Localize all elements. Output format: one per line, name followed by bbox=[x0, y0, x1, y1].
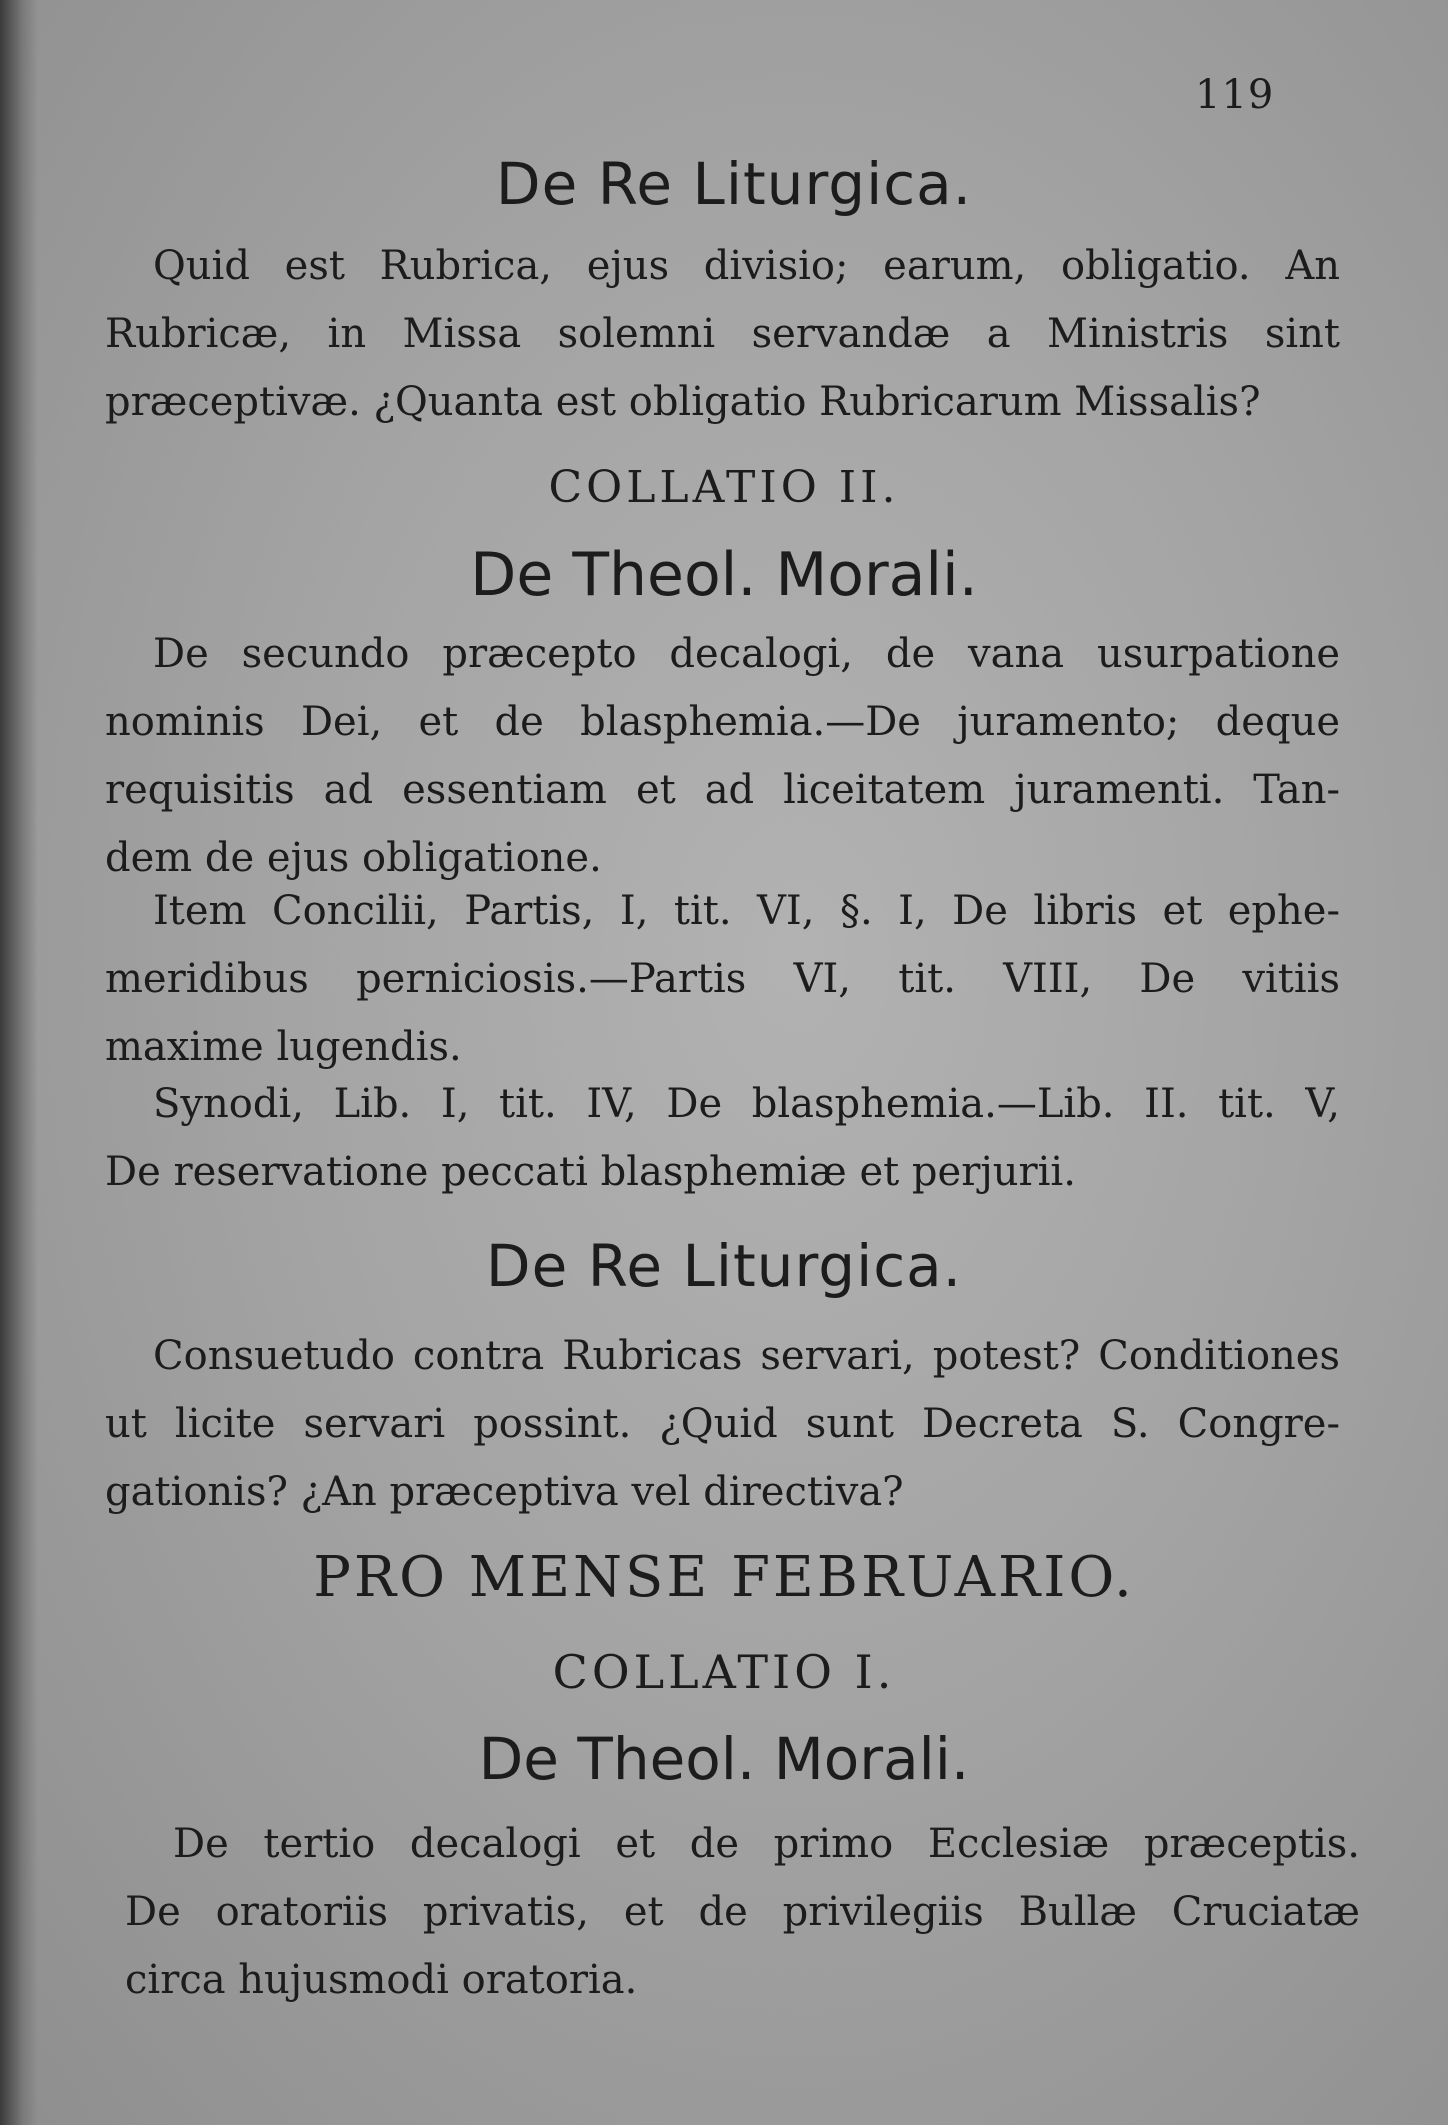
morali-paragraph-february bbox=[125, 1810, 1360, 2014]
text-line: ut licite servari possint. ¿Quid sunt Decreta S. Congre- bbox=[105, 1401, 1340, 1447]
liturgica-paragraph-1 bbox=[105, 232, 1340, 436]
text-line: gationis? ¿An præceptiva vel directiva? bbox=[105, 1469, 904, 1515]
text-line: De oratoriis privatis, et de privilegiis Bullæ Cruciatæ bbox=[125, 1889, 1360, 1935]
collatio-i-label: COLLATIO I. bbox=[552, 1645, 896, 1699]
collatio-ii-label: COLLATIO II. bbox=[548, 462, 900, 513]
page-gutter-shadow bbox=[0, 0, 38, 2125]
section-heading-liturgica-1: De Re Liturgica. bbox=[495, 150, 973, 218]
section-heading-morali-1: De Theol. Morali. bbox=[470, 540, 978, 610]
page-number: 119 bbox=[1195, 72, 1275, 118]
text-line: maxime lugendis. bbox=[105, 1024, 462, 1070]
text-line: requisitis ad essentiam et ad liceitatem juramenti. Tan- bbox=[105, 767, 1340, 813]
text-line: De secundo præcepto decalogi, de vana usurpatione bbox=[153, 631, 1340, 677]
liturgica-paragraph-2 bbox=[105, 1322, 1340, 1526]
morali-paragraph-1 bbox=[105, 620, 1340, 892]
morali-paragraph-2 bbox=[105, 877, 1340, 1081]
text-line: circa hujusmodi oratoria. bbox=[125, 1957, 638, 2003]
text-line: Quid est Rubrica, ejus divisio; earum, obligatio. An bbox=[153, 243, 1340, 289]
text-line: nominis Dei, et de blasphemia.—De juramento; deque bbox=[105, 699, 1340, 745]
text-line: dem de ejus obligatione. bbox=[105, 835, 602, 881]
text-line: præceptivæ. ¿Quanta est obligatio Rubricarum Missalis? bbox=[105, 379, 1261, 425]
month-title-februario: PRO MENSE FEBRUARIO. bbox=[313, 1545, 1135, 1610]
text-line: De tertio decalogi et de primo Ecclesiæ præceptis. bbox=[173, 1821, 1360, 1867]
text-line: Consuetudo contra Rubricas servari, potest? Conditiones bbox=[153, 1333, 1340, 1379]
text-line: De reservatione peccati blasphemiæ et perjurii. bbox=[105, 1149, 1076, 1195]
text-line: meridibus perniciosis.—Partis VI, tit. VIII, De vitiis bbox=[105, 956, 1340, 1002]
morali-paragraph-3 bbox=[105, 1070, 1340, 1206]
text-line: Item Concilii, Partis, I, tit. VI, §. I, De libris et ephe- bbox=[153, 888, 1340, 934]
text-line: Synodi, Lib. I, tit. IV, De blasphemia.—Lib. II. tit. V, bbox=[153, 1081, 1340, 1127]
text-line: Rubricæ, in Missa solemni servandæ a Ministris sint bbox=[105, 311, 1340, 357]
section-heading-liturgica-2: De Re Liturgica. bbox=[485, 1232, 963, 1300]
section-heading-morali-2: De Theol. Morali. bbox=[478, 1725, 970, 1793]
